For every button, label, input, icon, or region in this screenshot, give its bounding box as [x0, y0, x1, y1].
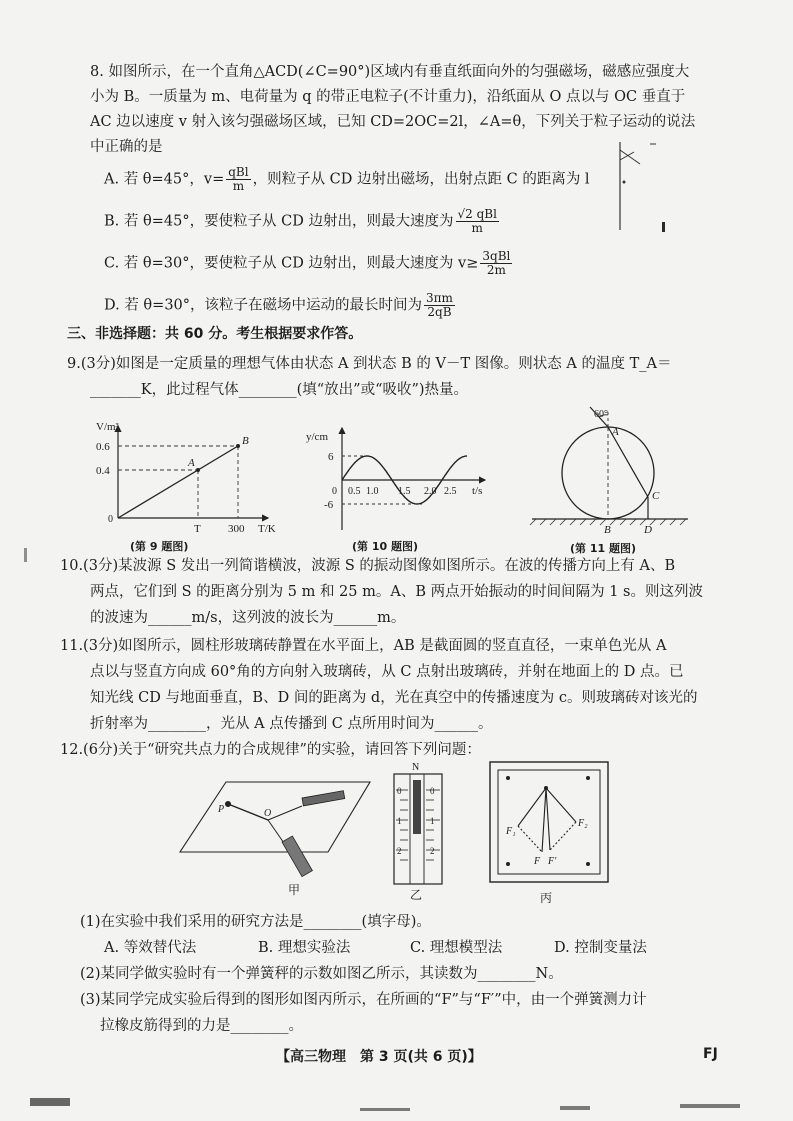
fraction: $\frac{\text{√2 qBl}}{m}$ — [457, 207, 497, 235]
fig12-label-bing: 丙 — [540, 891, 553, 905]
fig12-force-f: F — [534, 856, 541, 867]
q12-line-1: 12.(6分)关于“研究共点力的合成规律”的实验，请回答下列问题： — [60, 742, 481, 758]
q8-triangle-figure — [600, 140, 660, 240]
q8-option-d: D. 若 θ=30°，该粒子在磁场中运动的最长时间为 $\frac{3\pi m}{2qB}$ — [104, 291, 453, 319]
scan-mark — [30, 1098, 70, 1106]
scan-mark — [662, 222, 665, 232]
fig12-yi-spring-scale — [388, 760, 448, 890]
scan-mark — [360, 1108, 410, 1111]
fig12-force-f1: F₁ — [506, 826, 516, 837]
fig12-jia-apparatus — [178, 776, 378, 886]
fig12-scale-tick: 1 — [430, 816, 435, 826]
fig10-x-tick: 2.0 — [424, 486, 437, 497]
scan-mark — [560, 1106, 590, 1110]
q11-line-4: 折射率为________，光从 A 点传播到 C 点所用时间为______。 — [90, 716, 493, 732]
fig10-vibration-graph — [300, 420, 490, 540]
footer-code: FJ — [703, 1046, 718, 1062]
q10-line-2: 两点，它们到 S 的距离分别为 5 m 和 25 m。A、B 两点开始振动的时间间隔为 1 s。则这列波 — [90, 584, 703, 600]
q11-line-2: 点以与竖直方向成 60°角的方向射入玻璃砖，从 C 点射出玻璃砖，并射在地面上的 D 点。已 — [90, 664, 684, 680]
page-footer: 【高三物理 第 3 页(共 6 页)】 — [276, 1049, 482, 1065]
fig11-point-d: D — [644, 524, 652, 536]
q10-line-1: 10.(3分)某波源 S 发出一列简谐横波，波源 S 的振动图像如图所示。在波的传播方向上有 A、B — [60, 558, 676, 574]
q12-sub-2: (2)某同学做实验时有一个弹簧秤的示数如图乙所示，其读数为________N。 — [80, 966, 563, 982]
q11-line-1: 11.(3分)如图所示，圆柱形玻璃砖静置在水平面上，AB 是截面圆的竖直直径，一束单色光从 A — [60, 638, 667, 654]
fig9-vt-graph — [88, 420, 278, 550]
fig9-y-tick: 0.6 — [96, 441, 110, 453]
fig9-caption: (第 9 题图) — [130, 540, 189, 553]
q10-line-3: 的波速为______m/s，这列波的波长为______m。 — [90, 610, 406, 626]
q12-option-d: D. 控制变量法 — [554, 940, 647, 956]
fig11-caption: (第 11 题图) — [570, 542, 637, 555]
fig10-origin: 0 — [332, 486, 337, 497]
scan-mark — [24, 548, 27, 562]
fig12-force-f-prime: F′ — [548, 856, 557, 867]
fig12-scale-tick: 0 — [430, 786, 435, 796]
q9-line-2: _______K，此过程气体________(填“放出”或“吸收”)热量。 — [90, 382, 469, 398]
q8-option-b: B. 若 θ=45°，要使粒子从 CD 边射出，则最大速度为 $\frac{\text{√2 qBl}}{m}$ — [104, 207, 497, 235]
fraction: $\frac{\text{qBl}}{m}$ — [228, 165, 249, 193]
fig9-point-a: A — [188, 457, 195, 469]
fraction: $\frac{\text{3qBl}}{2m}$ — [482, 249, 511, 277]
section-3-heading: 三、非选择题：共 60 分。考生根据要求作答。 — [67, 326, 363, 342]
q12-sub-3a: (3)某同学完成实验后得到的图形如图丙所示，在所画的“F”与“F′”中，由一个弹簧测力计 — [80, 992, 647, 1008]
fig12-scale-unit: N — [412, 762, 420, 773]
fig12-scale-tick: 0 — [397, 786, 402, 796]
fig10-y-tick: -6 — [324, 499, 334, 511]
fig12-label-jia: 甲 — [288, 883, 301, 897]
q12-option-c: C. 理想模型法 — [410, 940, 503, 956]
fig12-point-o: O — [264, 808, 272, 819]
fig9-x-tick: T — [194, 523, 201, 535]
q8-line-3: AC 边以速度 v 射入该匀强磁场区域，已知 CD=2OC=2l，∠A=θ，下列关于粒子运动的说法 — [90, 114, 696, 130]
q8-line-4: 中正确的是 — [90, 139, 163, 155]
fig10-y-label: y/cm — [306, 431, 328, 443]
fig10-x-tick: 0.5 — [348, 486, 361, 497]
scan-mark — [680, 1104, 740, 1108]
fig12-label-yi: 乙 — [410, 888, 423, 902]
fig10-x-tick: 1.5 — [398, 486, 411, 497]
fig9-origin: 0 — [108, 514, 113, 525]
fig10-x-label: t/s — [472, 485, 483, 497]
fig12-force-f2: F₂ — [578, 818, 588, 829]
q8-option-a: A. 若 θ=45°，v= $\frac{\text{qBl}}{m}$ ，则粒子从 CD 边射出磁场，出射点距 C 的距离为 l — [104, 165, 590, 193]
q9-line-1: 9.(3分)如图是一定质量的理想气体由状态 A 到状态 B 的 V－T 图像。则状态 A 的温度 T_A＝ — [67, 356, 672, 372]
fig12-bing-force-diagram — [488, 760, 613, 890]
fig12-point-p: P — [218, 804, 225, 815]
q12-sub-3b: 拉橡皮筋得到的力是________。 — [100, 1018, 303, 1034]
fig9-x-label: T/K — [258, 523, 276, 535]
q8-line-1: 8. 如图所示，在一个直角△ACD(∠C=90°)区域内有垂直纸面向外的匀强磁场，磁感应强度大 — [90, 64, 690, 80]
fig12-scale-tick: 2 — [430, 846, 435, 856]
fig10-caption: (第 10 题图) — [352, 540, 419, 553]
q11-line-3: 知光线 CD 与地面垂直，B、D 间的距离为 d，光在真空中的传播速度为 c。则玻璃砖对该光的 — [90, 690, 698, 706]
fig11-point-c: C — [652, 490, 660, 502]
fig10-y-tick: 6 — [328, 451, 334, 463]
fig12-scale-tick: 1 — [397, 816, 402, 826]
fig10-x-tick: 1.0 — [366, 486, 379, 497]
fraction: $\frac{3\pi m}{2qB}$ — [426, 291, 453, 319]
q12-sub-1: (1)在实验中我们采用的研究方法是________(填字母)。 — [80, 914, 431, 930]
fig11-angle-label: 60° — [594, 409, 608, 420]
fig9-y-tick: 0.4 — [96, 465, 110, 477]
fig11-glass-cylinder — [528, 405, 703, 540]
q12-option-a: A. 等效替代法 — [104, 940, 197, 956]
fig11-point-b: B — [604, 524, 611, 536]
fig9-x-tick: 300 — [228, 523, 245, 535]
fig12-scale-tick: 2 — [397, 846, 402, 856]
fig9-point-b: B — [242, 435, 249, 447]
q8-option-c: C. 若 θ=30°，要使粒子从 CD 边射出，则最大速度为 v≥ $\frac{\text{3qBl}}{2m}$ — [104, 249, 511, 277]
q8-line-2: 小为 B。一质量为 m、电荷量为 q 的带正电粒子(不计重力)，沿纸面从 O 点以与 OC 垂直于 — [90, 89, 686, 105]
q12-option-b: B. 理想实验法 — [258, 940, 351, 956]
fig9-y-label: V/m³ — [96, 421, 119, 433]
fig10-x-tick: 2.5 — [444, 486, 457, 497]
fig11-point-a: A — [612, 426, 619, 438]
